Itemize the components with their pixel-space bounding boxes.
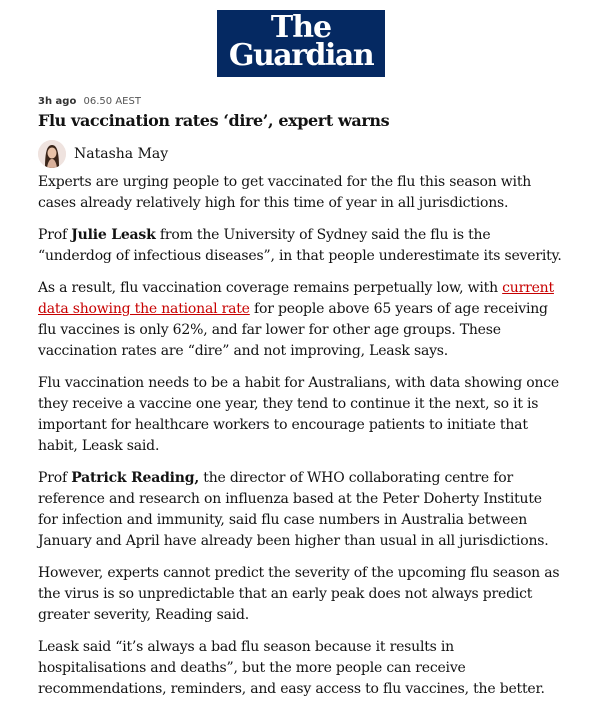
p2-rest: from the University of Sydney said the flu is the “underdog of infectious diseases”, in that people underestimate its severity. — [38, 227, 562, 264]
logo-line-2: Guardian — [228, 38, 374, 73]
person-julie-leask: Julie Leask — [71, 227, 156, 243]
paragraph-2 — [38, 225, 563, 267]
p3-rest: for people above 65 years of age receiving flu vaccines is only 62%, and far lower for other age groups. These vaccination rates are “dire” and not improving, Leask says. — [38, 301, 548, 359]
paragraph-3 — [38, 278, 563, 362]
paragraph-4: Flu vaccination needs to be a habit for Australians, with data showing once they receive a vaccine one year, they tend to continue it the next, so it is important for healthcare workers to encourage patients to initiate that habit, Leask said. — [38, 375, 560, 454]
paragraph-5 — [38, 468, 563, 552]
guardian-logo[interactable] — [217, 10, 385, 77]
post-age: 3h ago — [38, 96, 77, 107]
p5-prefix: Prof — [38, 470, 72, 486]
post-meta — [38, 96, 141, 107]
article-body — [38, 172, 563, 711]
national-rate-link[interactable]: current data showing the national rate — [38, 280, 554, 317]
paragraph-6: However, experts cannot predict the severity of the upcoming flu season as the virus is so unpredictable that an early peak does not always predict greater severity, Reading said. — [38, 565, 560, 623]
post-time: 06.50 AEST — [83, 96, 141, 107]
p5-rest: the director of WHO collaborating centre for reference and research on influenza based at the Peter Doherty Institute for infection and immunity, said flu case numbers in Australia between January and April have already been higher than usual in all jurisdictions. — [38, 470, 549, 549]
p2-prefix: Prof — [38, 227, 72, 243]
byline — [38, 139, 168, 169]
author-avatar — [38, 140, 66, 168]
p3-prefix: As a result, flu vaccination coverage remains perpetually low, with — [38, 280, 503, 296]
logo-line-1: The — [270, 10, 332, 45]
paragraph-1: Experts are urging people to get vaccinated for the flu this season with cases already relatively high for this time of year in all jurisdictions. — [38, 174, 532, 211]
person-patrick-reading: Patrick Reading, — [71, 470, 200, 486]
paragraph-7: Leask said “it’s always a bad flu season because it results in hospitalisations and deaths”, but the more people can receive recommendations, reminders, and easy access to flu vaccines, the better. — [38, 639, 545, 697]
author-name[interactable]: Natasha May — [74, 146, 169, 162]
post-headline: Flu vaccination rates ‘dire’, expert warns — [38, 111, 390, 130]
